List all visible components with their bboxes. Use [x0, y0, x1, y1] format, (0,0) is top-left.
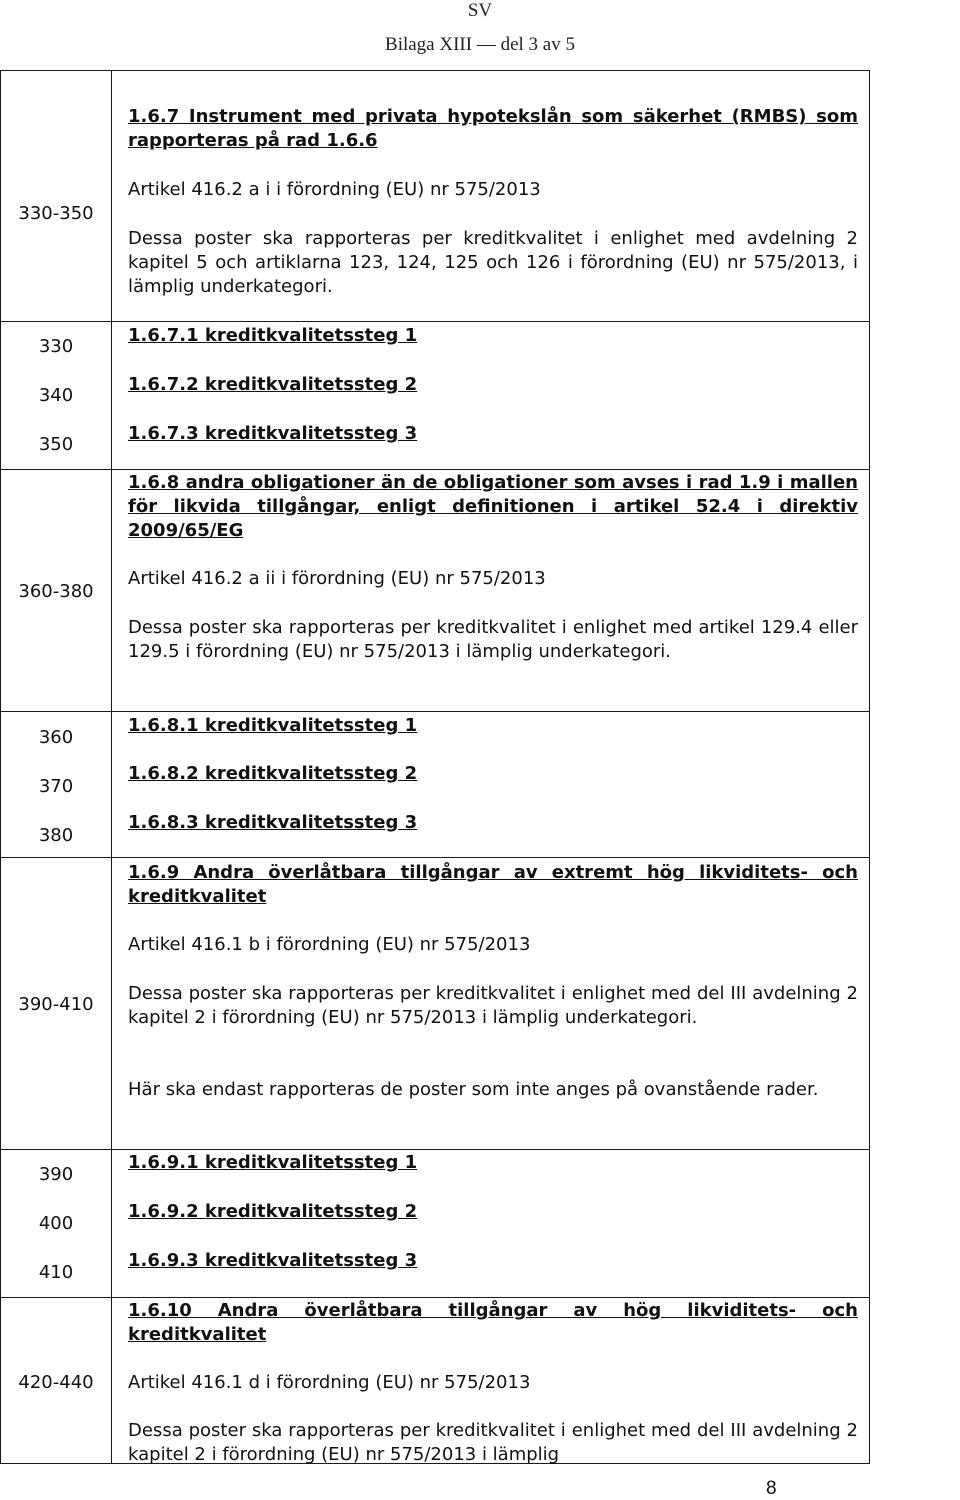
section-heading: 1.6.7 Instrument med privata hypotekslån som säkerhet (RMBS) som rapporteras på rad 1.6.6: [128, 106, 858, 151]
section-note: Här ska endast rapporteras de poster som inte anges på ovanstående rader.: [128, 1079, 819, 1100]
subsection-heading: 1.6.9.3 kreditkvalitetssteg 3: [128, 1250, 418, 1271]
row-code: 400: [38, 1213, 74, 1234]
legal-reference-table: [0, 70, 870, 1464]
subsection-heading: 1.6.9.1 kreditkvalitetssteg 1: [128, 1152, 418, 1173]
row-code: 360: [38, 727, 74, 748]
language-code: SV: [467, 0, 493, 21]
row-code: 390: [38, 1164, 74, 1185]
article-reference: Artikel 416.1 b i förordning (EU) nr 575/2013: [128, 934, 531, 955]
row-divider: [1, 469, 869, 470]
subsection-heading: 1.6.8.3 kreditkvalitetssteg 3: [128, 812, 418, 833]
row-divider: [1, 321, 869, 322]
subsection-heading: 1.6.7.2 kreditkvalitetssteg 2: [128, 374, 418, 395]
section-description: Dessa poster ska rapporteras per kreditkvalitet i enlighet med del III avdelning 2 kapitel 2 i förordning (EU) nr 575/2013 i lämplig underkategori.: [128, 983, 858, 1028]
page-number: 8: [766, 1478, 777, 1499]
section-description: Dessa poster ska rapporteras per kreditkvalitet i enlighet med artikel 129.4 eller 129.5 i förordning (EU) nr 575/2013 i lämplig underkategori.: [128, 617, 858, 662]
section-heading: 1.6.10 Andra överlåtbara tillgångar av hög likviditets- och kreditkvalitet: [128, 1300, 858, 1345]
row-code: 410: [38, 1262, 74, 1283]
row-divider: [1, 1149, 869, 1150]
row-divider: [1, 711, 869, 712]
annex-reference: Bilaga XIII — del 3 av 5: [385, 34, 575, 55]
section-heading: 1.6.9 Andra överlåtbara tillgångar av extremt hög likviditets- och kreditkvalitet: [128, 862, 858, 907]
article-reference: Artikel 416.1 d i förordning (EU) nr 575/2013: [128, 1372, 531, 1393]
row-code: 390-410: [18, 994, 94, 1015]
row-divider: [1, 857, 869, 858]
subsection-heading: 1.6.8.2 kreditkvalitetssteg 2: [128, 763, 418, 784]
column-divider: [111, 71, 112, 1463]
subsection-heading: 1.6.7.1 kreditkvalitetssteg 1: [128, 325, 418, 346]
row-code: 330-350: [18, 203, 94, 224]
row-code: 350: [38, 434, 74, 455]
row-code: 360-380: [18, 581, 94, 602]
subsection-heading: 1.6.9.2 kreditkvalitetssteg 2: [128, 1201, 418, 1222]
row-code: 330: [38, 336, 74, 357]
row-code: 340: [38, 385, 74, 406]
row-divider: [1, 1297, 869, 1298]
article-reference: Artikel 416.2 a ii i förordning (EU) nr 575/2013: [128, 568, 546, 589]
subsection-heading: 1.6.7.3 kreditkvalitetssteg 3: [128, 423, 418, 444]
row-code: 370: [38, 776, 74, 797]
section-heading: 1.6.8 andra obligationer än de obligationer som avses i rad 1.9 i mallen för likvida tillgångar, enligt definitionen i artikel 52.4 i direktiv 2009/65/EG: [128, 472, 858, 541]
row-code: 380: [38, 825, 74, 846]
section-description: Dessa poster ska rapporteras per kreditkvalitet i enlighet med avdelning 2 kapitel 5 och artiklarna 123, 124, 125 och 126 i förordning (EU) nr 575/2013, i lämplig underkategori.: [128, 228, 858, 297]
subsection-heading: 1.6.8.1 kreditkvalitetssteg 1: [128, 715, 418, 736]
section-description: Dessa poster ska rapporteras per kreditkvalitet i enlighet med del III avdelning 2 kapitel 2 i förordning (EU) nr 575/2013 i lämplig: [128, 1420, 858, 1465]
row-code: 420-440: [18, 1372, 94, 1393]
article-reference: Artikel 416.2 a i i förordning (EU) nr 575/2013: [128, 179, 541, 200]
